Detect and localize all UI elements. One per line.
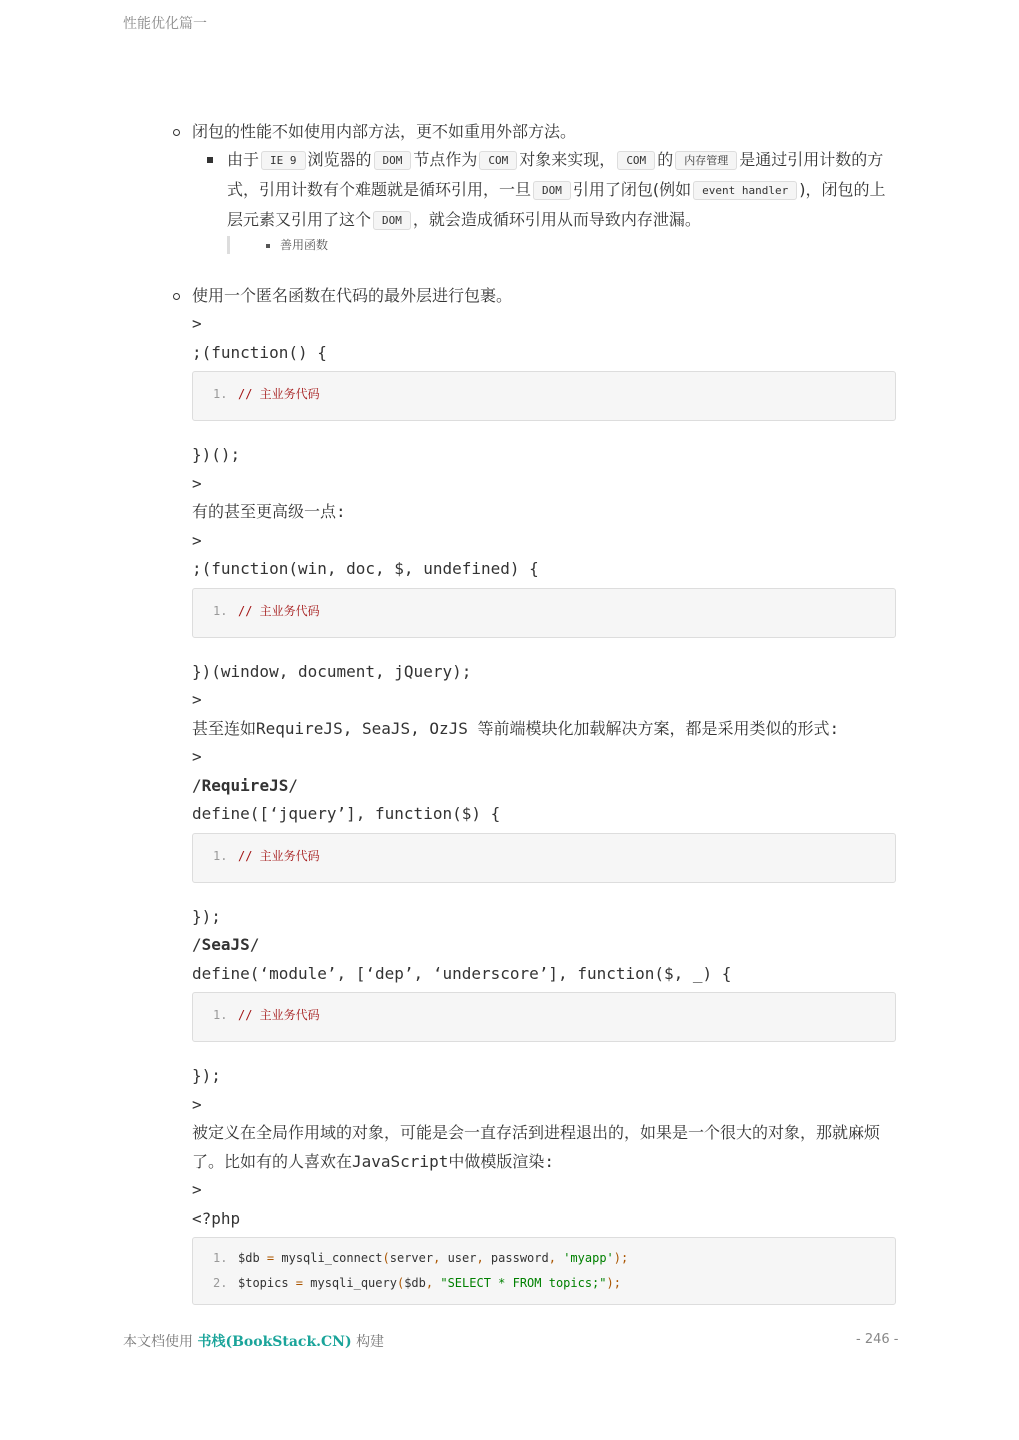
line-number: 1.: [213, 603, 228, 618]
document-body: [172, 118, 896, 1325]
quote-marker: >: [192, 314, 202, 333]
inline-code: DOM: [373, 211, 411, 230]
quote-marker: >: [192, 530, 202, 550]
text-span: 对象来实现，: [519, 150, 616, 169]
text-span: 节点作为: [413, 150, 478, 169]
code-text: $db = mysqli_connect(server, user, password, 'myapp');: [238, 1251, 629, 1265]
code-line: })();: [192, 445, 241, 464]
inline-code: DOM: [374, 151, 412, 170]
footer-brand-link[interactable]: 书栈(BookStack.CN): [197, 1334, 352, 1350]
line-number: 1.: [213, 848, 228, 863]
paragraph: 被定义在全局作用域的对象，可能是会一直存活到进程退出的，如果是一个很大的对象，那就麻烦了。比如有的人喜欢在JavaScript中做模版渲染:: [192, 1123, 881, 1171]
code-comment: // 主业务代码: [238, 603, 320, 618]
line-number: 1.: [213, 1008, 228, 1022]
section-label-seajs: /SeaJS/: [192, 935, 260, 954]
item-text: 闭包的性能不如使用内部方法，更不如重用外部方法。: [192, 122, 577, 141]
code-line: define([‘jquery’], function($) {: [192, 804, 501, 823]
sub-list: [192, 146, 896, 254]
label-text: RequireJS: [201, 775, 289, 795]
code-block: [192, 992, 896, 1042]
inline-code: IE 9: [261, 151, 306, 170]
paragraph: 甚至连如RequireJS, SeaJS, OzJS 等前端模块化加载解决方案，都是采用类似的形式:: [192, 718, 840, 738]
footer-attribution: [123, 1331, 384, 1351]
code-comment: // 主业务代码: [238, 848, 320, 863]
running-header: 性能优化篇一: [123, 16, 207, 32]
quote-marker: >: [192, 1180, 202, 1199]
text-span: 由于: [227, 150, 260, 169]
code-line: })(window, document, jQuery);: [192, 661, 472, 681]
code-block: [192, 588, 896, 638]
text-span: 的: [657, 150, 674, 169]
footer-suffix: 构建: [356, 1334, 385, 1350]
code-row: [213, 1246, 895, 1271]
paragraph: 有的甚至更高级一点:: [192, 502, 346, 521]
code-line: <?php: [192, 1208, 241, 1228]
quote-marker: >: [192, 473, 202, 493]
label-text: SeaJS: [201, 935, 250, 954]
code-line: define(‘module’, [‘dep’, ‘underscore’], function($, _) {: [192, 963, 732, 983]
code-line: ;(function(win, doc, $, undefined) {: [192, 559, 539, 578]
quote-marker: >: [192, 747, 202, 766]
code-block: [192, 833, 896, 883]
code-text: $topics = mysqli_query($db, "SELECT * FROM topics;");: [238, 1276, 621, 1290]
text-span: 引用了闭包(例如: [572, 180, 692, 199]
inline-code: COM: [479, 151, 517, 170]
text-span: ，就会造成循环引用从而导致内存泄漏。: [412, 210, 701, 229]
blockquote: [227, 236, 896, 254]
code-comment: // 主业务代码: [238, 387, 320, 401]
list-item-ie9-memory: [227, 146, 896, 236]
code-block: [192, 371, 896, 421]
quote-text: 善用函数: [280, 238, 329, 252]
text-span: )，闭包的上层元素又引用了这个: [227, 180, 886, 229]
list-item-anonymous-wrapper: [172, 282, 896, 310]
quote-marker: >: [192, 690, 202, 709]
code-row: [213, 1271, 895, 1296]
line-number: 1.: [213, 1251, 228, 1265]
code-line: });: [192, 906, 221, 926]
item-text: 使用一个匿名函数在代码的最外层进行包裹。: [192, 286, 513, 305]
text-span: 是通过引用计数的方式，引用计数有个难题就是循环引用，一旦: [227, 150, 884, 199]
section-label-requirejs: /RequireJS/: [192, 775, 298, 795]
quote-marker: >: [192, 1094, 202, 1114]
inline-code: COM: [617, 151, 655, 170]
text-span: 浏览器的: [307, 150, 372, 169]
inline-code: DOM: [533, 181, 571, 200]
line-number: 1.: [213, 387, 228, 401]
bullet-icon: [266, 244, 270, 248]
inline-code: event handler: [693, 181, 797, 200]
code-comment: // 主业务代码: [238, 1008, 320, 1022]
code-block-php: [192, 1237, 896, 1305]
line-number: 2.: [213, 1276, 228, 1290]
code-line: ;(function() {: [192, 342, 327, 362]
footer-prefix: 本文档使用: [123, 1334, 193, 1350]
code-section: [172, 310, 896, 1305]
list-item-closure-performance: [172, 118, 896, 254]
inline-code: 内存管理: [675, 151, 737, 170]
page-number: - 246 -: [856, 1332, 899, 1347]
code-line: });: [192, 1066, 221, 1085]
